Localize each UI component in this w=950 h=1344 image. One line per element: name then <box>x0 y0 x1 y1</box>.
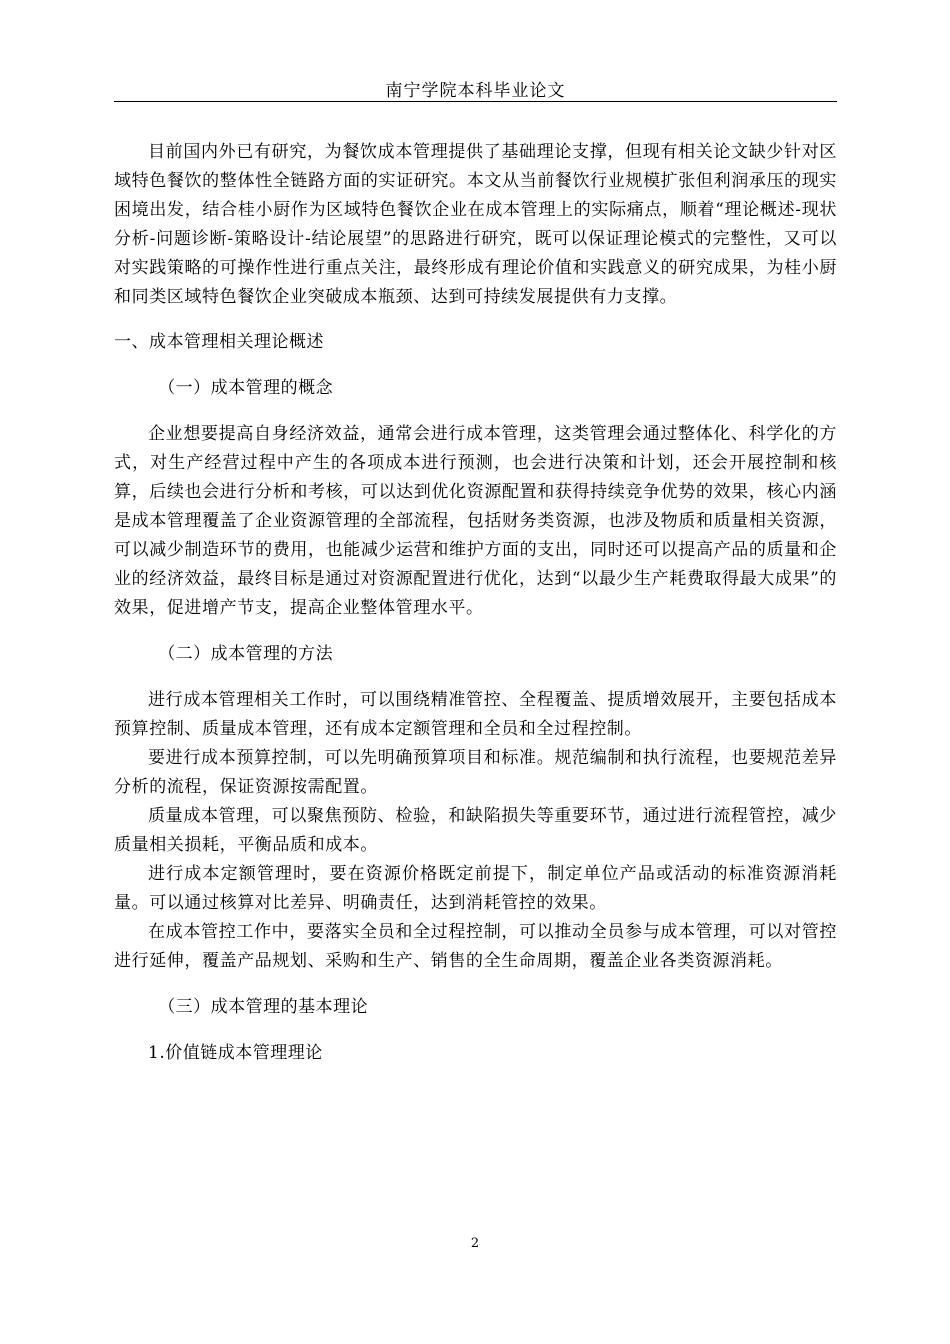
section-heading-1: 一、成本管理相关理论概述 <box>114 332 324 352</box>
subsection-heading-theory: （三）成本管理的基本理论 <box>158 997 369 1017</box>
page-number: 2 <box>470 1236 480 1251</box>
header-divider <box>114 101 837 102</box>
paragraph-budget-control: 要进行成本预算控制，可以先明确预算项目和标准。规范编制和执行流程，也要规范差异分析的流程，保证资源按需配置。 <box>114 748 837 797</box>
running-header: 南宁学院本科毕业论文 <box>385 81 566 101</box>
paragraph-concept: 企业想要提高自身经济效益，通常会进行成本管理，这类管理会通过整体化、科学化的方式，对生产经营过程中产生的各项成本进行预测，也会进行决策和计划，还会开展控制和核算，后续也会进行分析和考核，可以达到优化资源配置和获得持续竞争优势的效果，核心内涵是成本管理覆盖了企业资源管理的全部流程，包括财务类资源，也涉及物质和质量相关资源，可以减少制造环节的费用，也能减少运营和维护方面的支出，同时还可以提高产品的质量和企业的经济效益，最终目标是通过对资源配置进行优化，达到“以最少生产耗费取得最大成果”的效果，促进增产节支，提高企业整体管理水平。 <box>114 424 837 618</box>
document-body <box>114 138 837 1068</box>
subsection-heading-concept: （一）成本管理的概念 <box>158 378 334 398</box>
paragraph-quota-management: 进行成本定额管理时，要在资源价格既定前提下，制定单位产品或活动的标准资源消耗量。可以通过核算对比差异、明确责任，达到消耗管控的效果。 <box>114 864 837 913</box>
paragraph-quality-cost: 质量成本管理，可以聚焦预防、检验，和缺陷损失等重要环节，通过进行流程管控，减少质量相关损耗，平衡品质和成本。 <box>114 806 837 855</box>
paragraph-methods-intro: 进行成本管理相关工作时，可以围绕精准管控、全程覆盖、提质增效展开，主要包括成本预算控制、质量成本管理，还有成本定额管理和全员和全过程控制。 <box>114 690 837 739</box>
subsection-heading-methods: （二）成本管理的方法 <box>158 644 334 664</box>
sub-subsection-heading-value-chain: 1.价值链成本管理理论 <box>148 1043 323 1063</box>
paragraph-research-summary: 目前国内外已有研究，为餐饮成本管理提供了基础理论支撑，但现有相关论文缺少针对区域特色餐饮的整体性全链路方面的实证研究。本文从当前餐饮行业规模扩张但利润承压的现实困境出发，结合桂小厨作为区域特色餐饮企业在成本管理上的实际痛点，顺着“理论概述-现状分析-问题诊断-策略设计-结论展望”的思路进行研究，既可以保证理论模式的完整性，又可以对实践策略的可操作性进行重点关注，最终形成有理论价值和实践意义的研究成果，为桂小厨和同类区域特色餐饮企业突破成本瓶颈、达到可持续发展提供有力支撑。 <box>114 142 837 307</box>
paragraph-full-control: 在成本管控工作中，要落实全员和全过程控制，可以推动全员参与成本管理，可以对管控进行延伸，覆盖产品规划、采购和生产、销售的全生命周期，覆盖企业各类资源消耗。 <box>114 922 837 971</box>
